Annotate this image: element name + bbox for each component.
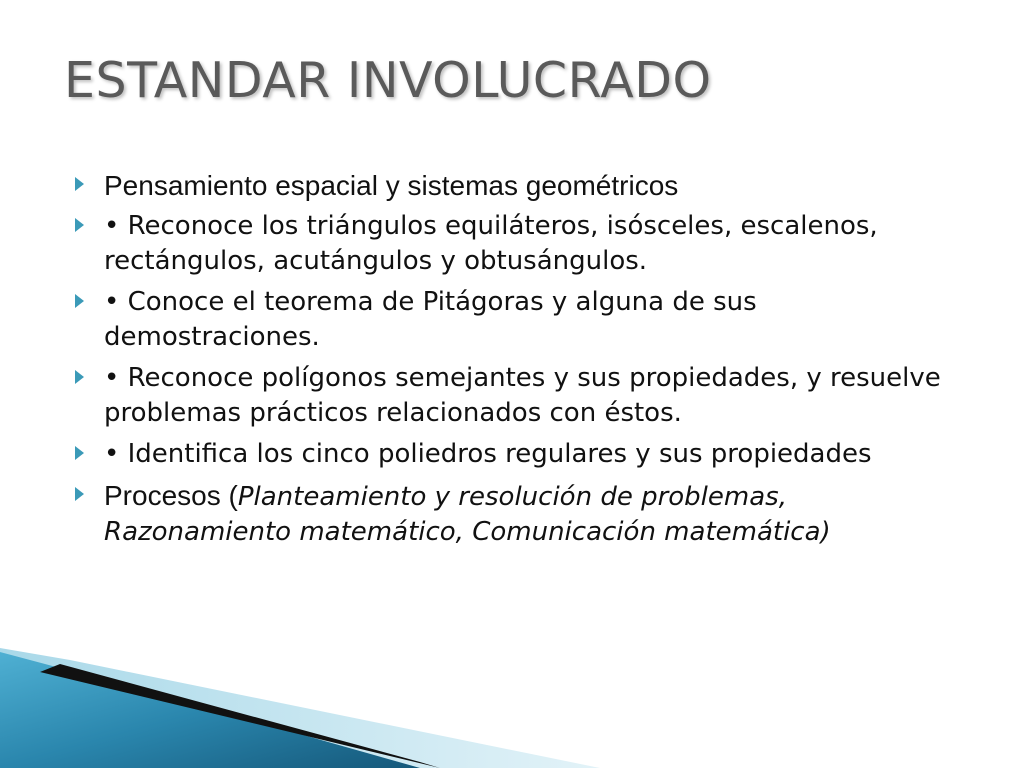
bullet-text: Pensamiento espacial y sistemas geométricos xyxy=(104,170,679,201)
processes-list: Planteamiento y resolución de problemas, Razonamiento matemático, Comunicación matemática) xyxy=(104,482,831,547)
triangle-right-icon xyxy=(75,294,84,308)
triangle-right-icon xyxy=(75,177,84,191)
bullet-item xyxy=(70,285,970,355)
bullet-item xyxy=(70,437,970,472)
slide-title: ESTANDAR INVOLUCRADO xyxy=(64,52,712,109)
bullet-text: • Reconoce los triángulos equiláteros, isósceles, escalenos, rectángulos, acutángulos y obtusángulos. xyxy=(104,211,878,276)
bullet-text: • Conoce el teorema de Pitágoras y alguna de sus demostraciones. xyxy=(104,287,757,352)
bullet-text: • Reconoce polígonos semejantes y sus propiedades, y resuelve problemas prácticos relacionados con éstos. xyxy=(104,363,941,428)
swoosh-light-band xyxy=(0,648,600,768)
triangle-right-icon xyxy=(75,218,84,232)
bullet-text: • Identifica los cinco poliedros regulares y sus propiedades xyxy=(104,439,872,469)
triangle-right-icon xyxy=(75,370,84,384)
bullet-item xyxy=(70,168,970,203)
bullet-list xyxy=(70,168,970,556)
bullet-item xyxy=(70,361,970,431)
triangle-right-icon xyxy=(75,487,84,501)
processes-lead: Procesos ( xyxy=(104,480,238,511)
swoosh-blue-band xyxy=(0,652,420,768)
bullet-item xyxy=(70,209,970,279)
bullet-item xyxy=(70,478,970,550)
swoosh-dark-line xyxy=(40,664,440,768)
triangle-right-icon xyxy=(75,446,84,460)
